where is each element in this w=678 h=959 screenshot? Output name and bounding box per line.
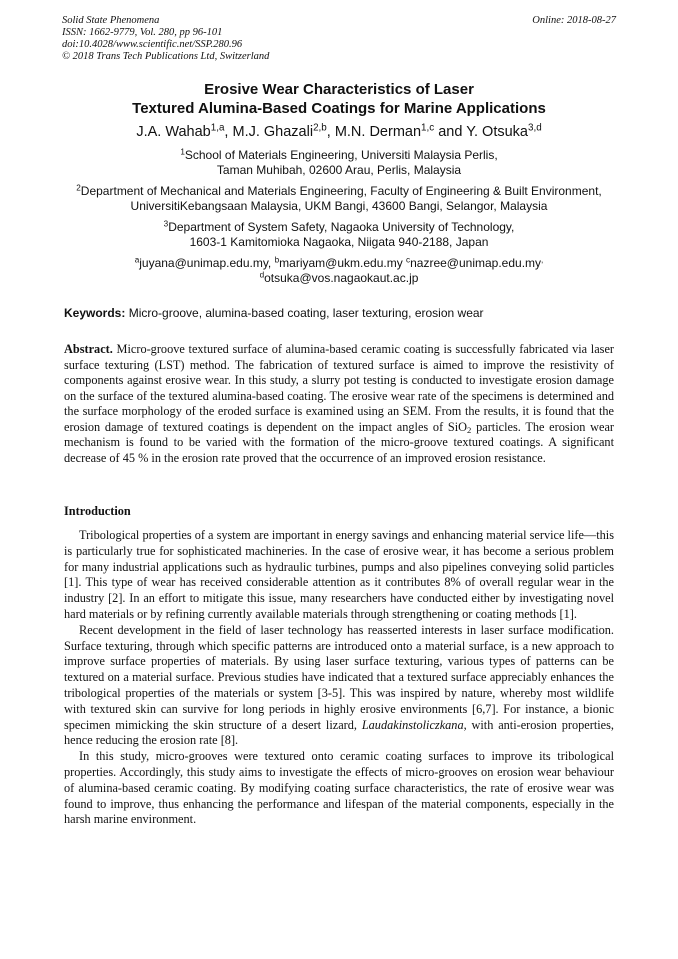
abstract-label: Abstract. <box>64 342 113 356</box>
author-separator: , <box>224 124 233 140</box>
introduction-heading: Introduction <box>64 504 131 518</box>
keywords <box>64 306 624 321</box>
author-list <box>40 123 638 141</box>
affiliation-line: Department of System Safety, Nagaoka University of Technology, <box>168 220 515 234</box>
title-line-1: Erosive Wear Characteristics of Laser <box>204 81 474 98</box>
affiliation-line: 1603-1 Kamitomioka Nagaoka, Niigata 940-2188, Japan <box>189 235 489 249</box>
paragraph: Tribological properties of a system are important in energy savings and enhancing material service life—this is particularly true for sophisticated machineries. In the case of erosive wear, it has become a serious problem for many industrial applications such as hydraulic turbines, pumps and also pipelines conveying solid particles [1]. This type of wear has received considerable attention as it contributes 8% of overall regular wear in the industry [2]. In an effort to mitigate this issue, many researchers have conducted either by investigating novel hard materials or by refining currently available materials through strengthening or coating methods [1]. <box>64 528 614 621</box>
email-mark: c <box>406 255 411 265</box>
affiliation-line: Taman Muhibah, 02600 Arau, Perlis, Malaysia <box>216 163 462 177</box>
email-a: juyana@unimap.edu.my, <box>139 256 275 270</box>
paragraph-text: , with anti-erosion properties, hence reducing the erosion rate [8]. <box>64 717 614 748</box>
affiliation-line: Department of Mechanical and Materials Engineering, Faculty of Engineering & Built Environment, <box>80 184 602 198</box>
author-separator: and <box>434 124 467 140</box>
species-name: Laudakinstoliczkana <box>361 717 464 732</box>
doi-line: doi:10.4028/www.scientific.net/SSP.280.96 <box>62 39 243 50</box>
introduction-body <box>64 528 614 828</box>
affiliation-1 <box>40 148 638 178</box>
journal-name: Solid State Phenomena <box>62 15 160 26</box>
abstract-text: particles. The erosion wear mechanism is found to be varied with the formation of the micro-groove textured coatings. A significant decrease of 45 % in the erosion rate proved that the occurrence of an improved erosion resistance. <box>64 419 614 465</box>
paragraph-text: Recent development in the field of laser technology has reasserted interests in laser surface modification. Surface texturing, through which specific patterns are introduced onto a material surface, is a new approach to improve surface properties of materials. By using laser surface texturing, various types of patterns can be textured on a material surface. Previous studies have indicated that a textured surface appreciably enhances the tribological properties of the materials or system [3-5]. This was inspired by nature, whereby most wildlife with textured skin can survive for long periods in highly erosive environments [6,7]. For instance, a bionic specimen mimicking the skin structure of a desert lizard, <box>64 622 614 732</box>
author-affiliation-mark: 3,d <box>527 122 542 134</box>
title-line-2: Textured Alumina-Based Coatings for Marine Applications <box>132 100 546 117</box>
abstract <box>64 342 614 466</box>
author-name: J.A. Wahab <box>136 124 211 140</box>
keywords-text: Micro-groove, alumina-based coating, laser texturing, erosion wear <box>125 306 484 320</box>
abstract-subscript: 2 <box>467 424 472 435</box>
email-b: mariyam@ukm.edu.my <box>279 256 407 270</box>
publication-info <box>62 15 382 63</box>
email-c: nazree@unimap.edu.my <box>410 256 542 270</box>
author-affiliation-mark: 1,c <box>421 122 435 134</box>
affiliation-mark: 3 <box>163 219 169 229</box>
author-name: Y. Otsuka <box>466 124 528 140</box>
paragraph: In this study, micro-grooves were textured onto ceramic coating surfaces to improve its tribological properties. Accordingly, this study aims to investigate the effects of micro-grooves on erosion wear behaviour of alumina-based ceramic coating. By modifying coating surface characteristics, the rate of erosive wear was found to improve, thus enhancing the performance and lifespan of the material components, especially in the harsh marine environment. <box>64 749 614 827</box>
affiliation-mark: 2 <box>76 183 81 193</box>
copyright-line: © 2018 Trans Tech Publications Ltd, Switzerland <box>62 51 270 62</box>
author-affiliation-mark: 2,b <box>313 122 327 134</box>
affiliation-2 <box>40 184 638 214</box>
online-date: Online: 2018-08-27 <box>532 15 616 26</box>
email-trailing-comma: , <box>541 255 544 265</box>
author-separator: , <box>326 124 335 140</box>
keywords-label: Keywords: <box>64 306 126 320</box>
email-mark: a <box>134 255 140 265</box>
paper-title <box>40 80 638 118</box>
email-d: otsuka@vos.nagaokaut.ac.jp <box>264 271 419 285</box>
email-mark: b <box>274 255 280 265</box>
affiliation-3 <box>40 220 638 250</box>
affiliation-line: School of Materials Engineering, Universiti Malaysia Perlis, <box>184 148 498 162</box>
author-name: M.J. Ghazali <box>232 124 314 140</box>
abstract-text: Micro-groove textured surface of alumina-based ceramic coating is successfully fabricated via laser surface texturing (LST) method. The fabrication of textured surface is aimed to improve the resistivity of components against erosive wear. In this study, a slurry pot testing is conducted to investigate erosion damage on the surface of the textured alumina-based coating. The erosive wear rate of the specimens is determined and the surface morphology of the eroded surface is examined using an SEM. From the results, it is found that the erosion damage of textured coatings is dependent on the impact angles of SiO <box>64 342 614 434</box>
paragraph <box>64 623 614 749</box>
email-mark: d <box>259 270 265 280</box>
author-name: M.N. Derman <box>334 124 422 140</box>
affiliation-mark: 1 <box>180 147 185 157</box>
issn-line: ISSN: 1662-9779, Vol. 280, pp 96-101 <box>62 27 223 38</box>
author-emails <box>40 256 638 286</box>
affiliation-line: UniversitiKebangsaan Malaysia, UKM Bangi, 43600 Bangi, Selangor, Malaysia <box>130 199 548 213</box>
author-affiliation-mark: 1,a <box>210 122 225 134</box>
